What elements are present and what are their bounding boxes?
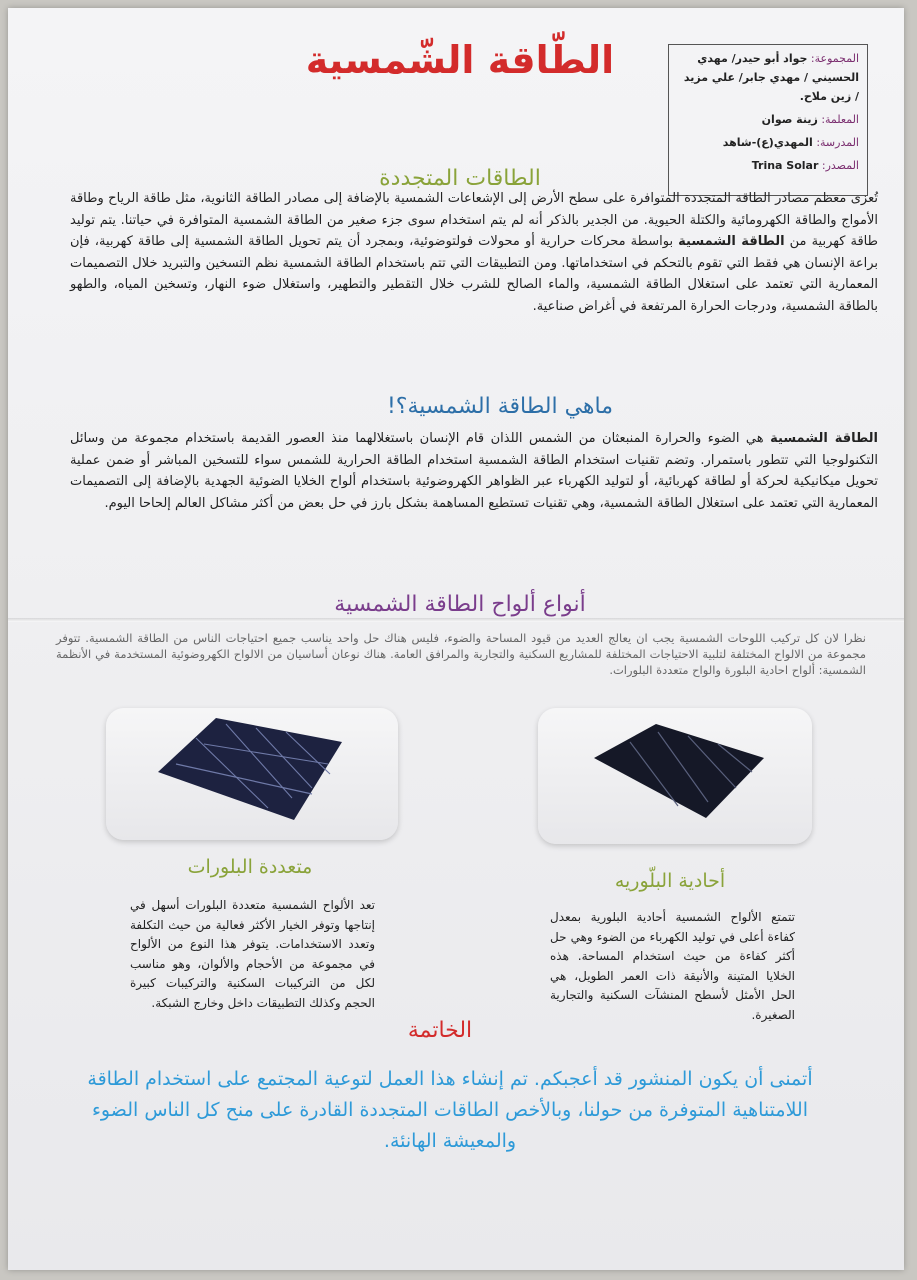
polycrystalline-panel-card bbox=[106, 708, 398, 840]
teacher-label: المعلمة: bbox=[821, 113, 859, 126]
mono-title: أحادية البلّوريه bbox=[614, 870, 726, 892]
poly-title: متعددة البلورات bbox=[187, 856, 313, 878]
whatis-paragraph bbox=[70, 428, 878, 514]
group-label: المجموعة: bbox=[810, 52, 859, 65]
poster-title: الطّاقة الشّمسية bbox=[305, 38, 615, 82]
whatis-bold-term: الطاقة الشمسية bbox=[770, 431, 878, 446]
renewable-heading: الطاقات المتجددة bbox=[379, 166, 541, 191]
renewable-paragraph bbox=[70, 188, 878, 317]
group-info-box bbox=[668, 44, 868, 196]
teacher-line bbox=[677, 110, 859, 129]
whatis-heading: ماهي الطاقة الشمسية؟! bbox=[386, 394, 613, 419]
teacher-name: زينة صوان bbox=[761, 113, 818, 126]
types-intro: نظرا لان كل تركيب اللوحات الشمسية يجب ان يعالج العديد من قيود المساحة والضوء، فليس هناك حل واحد يناسب جميع احتياجات الناس من الطاقة الشمسية. تتوفر مجموعة من الالواح المختلفة لتلبية الاحتياجات المختلفة للمشاريع السكنية والتجارية والمرافق العامة. هناك نوعان أساسيان من الالواح الكهروضوئية المستخدمة في الأنظمة الشمسية: ألواح احادية البلورة والواح متعددة البلورات. bbox=[56, 631, 866, 677]
school-line bbox=[677, 133, 859, 152]
monocrystalline-panel-card bbox=[538, 708, 812, 844]
types-heading: أنواع ألواح الطاقة الشمسية bbox=[334, 592, 586, 617]
school-label: المدرسة: bbox=[816, 136, 859, 149]
renewable-text-2: بواسطة محركات حرارية أو محولات فولتوضوئية، وبمجرد أن يتم تحويل الطاقة الشمسية إلى طاقة كهربية، فإن براعة الإنسان هي فقط التي تقوم بالتحكم في استخداماتها. ومن التطبيقات التي تتم باستخدام الطاقة الشمسية نظم التسخين والتبريد خلال التصميمات المعمارية التي تعتمد على استغلال الطاقة الشمسية، والماء الصالح للشرب خلال التقطير والتطهير، واستغلال ضوء النهار، وتسخين المياه، والطهو بالطاقة الشمسية، ودرجات الحرارة المرتفعة في أغراض صناعية. bbox=[70, 234, 878, 314]
poly-description: تعد الألواح الشمسية متعددة البلورات أسهل في إنتاجها وتوفر الخيار الأكثر فعالية من حيث التكلفة وتعدد الاستخدامات. يتوفر هذا النوع من الألواح في مجموعة من الأحجام والألوان، وهو مناسب لكل من التركيبات السكنية والتركيبات كبيرة الحجم وكذلك التطبيقات داخل وخارج الشبكة. bbox=[130, 898, 375, 1010]
monocrystalline-panel-icon bbox=[538, 708, 812, 844]
paper-fold bbox=[8, 618, 904, 622]
school-name: المهدي(ع)-شاهد bbox=[722, 136, 813, 149]
source-label: المصدر: bbox=[821, 159, 859, 172]
source-line bbox=[677, 156, 859, 175]
group-members: جواد أبو حيدر/ مهدي الحسيني / مهدي جابر/ علي مزيد / زين ملاح. bbox=[683, 52, 859, 103]
source-name: Trina Solar bbox=[751, 159, 819, 172]
polycrystalline-panel-icon bbox=[106, 708, 398, 840]
conclusion-heading: الخاتمة bbox=[407, 1018, 473, 1043]
group-line bbox=[677, 49, 859, 106]
mono-description: تتمتع الألواح الشمسية أحادية البلورية بمعدل كفاءة أعلى في توليد الكهرباء من الضوء وهي حل أكثر كفاءة من حيث استخدام المساحة. هذه الخلايا المتينة والأنيقة ذات العمر الطويل، هي الحل الأمثل لأسطح المنشآت السكنية والتجارية الصغيرة. bbox=[550, 910, 795, 1022]
renewable-text-1: تُعزى معظم مصادر الطاقة المتجددة المتوافرة على سطح الأرض إلى الإشعاعات الشمسية بالإضافة إلى مصادر الطاقة الثانوية، مثل طاقة الرياح وطاقة الأمواج والطاقة الكهرومائية والكتلة الحيوية. من الجدير بالذكر أنه لم يتم استخدام سوى جزء صغير من الطاقة الشمسية المتوافرة في حياتنا. يتم توليد طاقة كهربية من bbox=[70, 191, 878, 249]
conclusion-text: أتمنى أن يكون المنشور قد أعجبكم. تم إنشاء هذا العمل لتوعية المجتمع على استخدام الطاقة اللامتناهية المتوفرة من حولنا، وبالأخص الطاقات المتجددة القادرة على منح كل الناس الضوء والمعيشة الهانئة. bbox=[87, 1068, 813, 1152]
renewable-bold-term: الطاقة الشمسية bbox=[678, 234, 785, 249]
whatis-text: هي الضوء والحرارة المنبعثان من الشمس اللذان قام الإنسان باستغلالهما منذ العصور القديمة باستخدام مجموعة من وسائل التكنولوجيا التي تتطور باستمرار. وتضم تقنيات استخدام الطاقة الشمسية استخدام الطاقة الحرارية للشمس سواء للتسخين المباشر أو ضمن عملية تحويل ميكانيكية لحركة أو لطاقة كهربائية، أو لتوليد الكهرباء عبر الظواهر الكهروضوئية باستخدام ألواح الخلايا الضوئية الجهدية بالإضافة إلى التصميمات المعمارية التي تعتمد على استغلال الطاقة الشمسية، وهي تقنيات تستطيع المساهمة بشكل بارز في حل بعض من أكثر مشاكل العالم إلحاحا اليوم. bbox=[70, 431, 878, 511]
